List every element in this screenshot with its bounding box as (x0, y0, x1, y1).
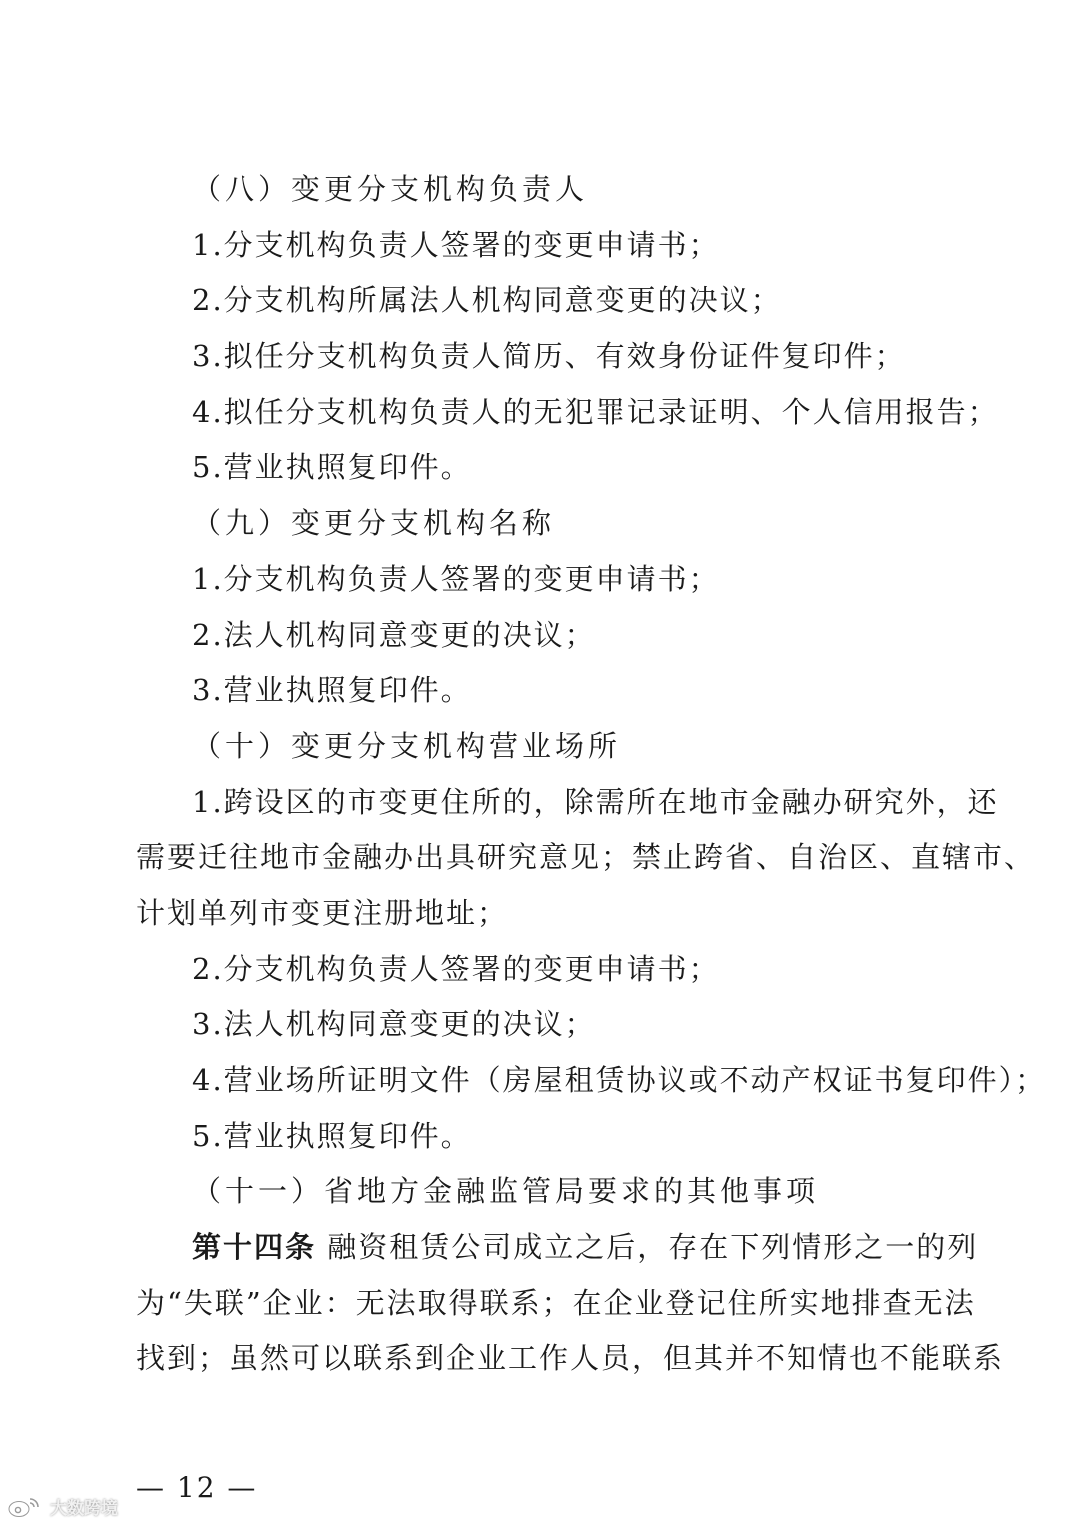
page-number: — 12 — (136, 1471, 258, 1504)
document-line: 3.拟任分支机构负责人简历、有效身份证件复印件； (192, 339, 906, 374)
document-line: 3.法人机构同意变更的决议； (192, 1007, 596, 1042)
article-line: 为“失联”企业：无法取得联系；在企业登记住所实地排查无法 (136, 1285, 976, 1320)
document-line: 1.分支机构负责人签署的变更申请书； (192, 561, 720, 596)
document-line: 4.拟任分支机构负责人的无犯罪记录证明、个人信用报告； (192, 394, 999, 429)
document-line: 3.营业执照复印件。 (192, 673, 472, 708)
weibo-logo-icon (6, 1495, 46, 1519)
article-first-line (136, 1220, 979, 1276)
document-line: 4.营业场所证明文件（房屋租赁协议或不动产权证书复印件）； (192, 1063, 1047, 1097)
document-line: 1.跨设区的市变更住所的，除需所在地市金融办研究外，还 (192, 784, 999, 819)
article-label: 第十四条 (192, 1230, 317, 1265)
document-line: 5.营业执照复印件。 (192, 1118, 472, 1153)
document-line: 2.法人机构同意变更的决议； (192, 617, 596, 652)
document-line: 1.分支机构负责人签署的变更申请书； (192, 227, 720, 262)
document-line: 5.营业执照复印件。 (192, 450, 472, 485)
article-line: 找到；虽然可以联系到企业工作人员，但其并不知情也不能联系 (136, 1341, 1005, 1376)
document-body (136, 162, 1047, 1387)
section-heading: （十）变更分支机构营业场所 (192, 728, 622, 763)
document-line: 计划单列市变更注册地址； (136, 895, 509, 930)
section-heading: （十一）省地方金融监管局要求的其他事项 (192, 1174, 820, 1209)
document-line: 2.分支机构负责人签署的变更申请书； (192, 951, 720, 986)
watermark-text: 大数跨境 (50, 1499, 118, 1519)
section-heading: （八）变更分支机构负责人 (192, 172, 589, 206)
section-heading: （九）变更分支机构名称 (192, 506, 556, 541)
document-line: 需要迁往地市金融办出具研究意见；禁止跨省、自治区、直辖市、 (136, 840, 1036, 875)
watermark (6, 1494, 118, 1519)
article-text: 融资租赁公司成立之后，存在下列情形之一的列 (327, 1230, 979, 1265)
document-line: 2.分支机构所属法人机构同意变更的决议； (192, 283, 782, 318)
